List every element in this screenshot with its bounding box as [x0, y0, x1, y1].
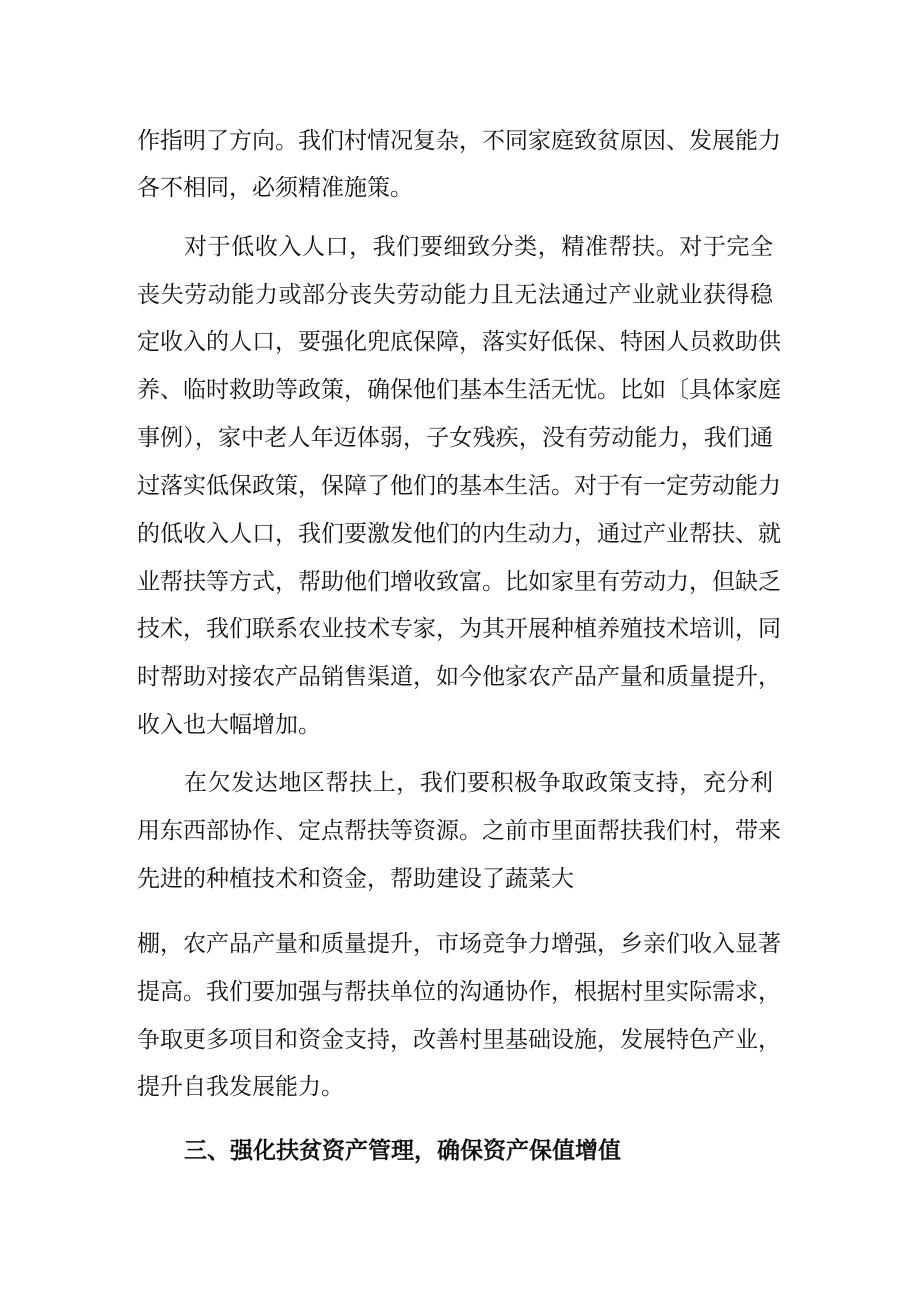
paragraph-1-line-2: 各不相同，必须精准施策。	[137, 175, 413, 201]
paragraph-2-line-8: 业帮扶等方式，帮助他们增收致富。比如家里有劳动力，但缺乏	[137, 569, 781, 595]
paragraph-3-line-1: 在欠发达地区帮扶上，我们要积极争取政策支持，充分利	[184, 770, 773, 796]
paragraph-4-line-4: 提升自我发展能力。	[137, 1074, 344, 1100]
paragraph-4-line-3: 争取更多项目和资金支持，改善村里基础设施，发展特色产业，	[137, 1027, 781, 1053]
paragraph-2-line-3: 定收入的人口，要强化兜底保障，落实好低保、特困人员救助供	[137, 329, 781, 355]
paragraph-2-line-11: 收入也大幅增加。	[137, 712, 321, 738]
paragraph-2-line-7: 的低收入人口，我们要激发他们的内生动力，通过产业帮扶、就	[137, 521, 781, 547]
paragraph-4-line-1: 棚，农产品产量和质量提升，市场竞争力增强，乡亲们收入显著	[137, 931, 781, 957]
paragraph-2-line-10: 时帮助对接农产品销售渠道，如今他家农产品产量和质量提升，	[137, 664, 781, 690]
paragraph-4-line-2: 提高。我们要加强与帮扶单位的沟通协作，根据村里实际需求，	[137, 979, 781, 1005]
paragraph-3-line-2: 用东西部协作、定点帮扶等资源。之前市里面帮扶我们村，带来	[137, 818, 781, 844]
paragraph-2-line-6: 过落实低保政策，保障了他们的基本生活。对于有一定劳动能力	[137, 473, 781, 499]
paragraph-2-line-2: 丧失劳动能力或部分丧失劳动能力且无法通过产业就业获得稳	[137, 282, 773, 308]
paragraph-2-line-4: 养、临时救助等政策，确保他们基本生活无忧。比如〔具体家庭	[137, 377, 781, 403]
paragraph-2-line-5: 事例），家中老人年迈体弱，子女残疾，没有劳动能力，我们通	[137, 425, 773, 451]
paragraph-3-line-3: 先进的种植技术和资金，帮助建设了蔬菜大	[137, 866, 574, 892]
paragraph-2-line-9: 技术，我们联系农业技术专家，为其开展种植养殖技术培训，同	[137, 616, 781, 642]
paragraph-1-line-1: 作指明了方向。我们村情况复杂，不同家庭致贫原因、发展能力	[137, 128, 781, 154]
section-heading: 三、强化扶贫资产管理，确保资产保值增值	[184, 1138, 621, 1164]
paragraph-2-line-1: 对于低收入人口，我们要细致分类，精准帮扶。对于完全	[184, 234, 773, 260]
